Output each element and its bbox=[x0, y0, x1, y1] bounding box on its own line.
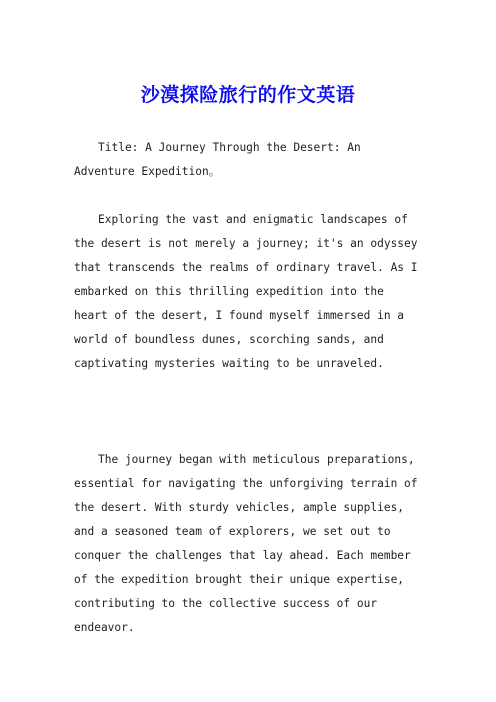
paragraph-title-line: Title: A Journey Through the Desert: An Adventure Expedition。 bbox=[74, 141, 361, 178]
document-heading: 沙漠探险旅行的作文英语 bbox=[140, 84, 356, 106]
paragraph-preparations: The journey began with meticulous preparations, essential for navigating the unforgiving terrain of the desert. With sturdy vehicles, ample supplies, and a seasoned team of explorers, we set out to conquer the challenges that lay ahead. Each member of the expedition brought their unique expertise, contributing to the collective success of our endeavor. bbox=[74, 453, 418, 634]
paragraph-intro: Exploring the vast and enigmatic landscapes of the desert is not merely a journey; it's an odyssey that transcends the realms of ordinary travel. As I embarked on this thrilling expedition into the heart of the desert, I found myself immersed in a world of boundless dunes, scorching sands, and captivating mysteries waiting to be unraveled. bbox=[74, 213, 418, 370]
